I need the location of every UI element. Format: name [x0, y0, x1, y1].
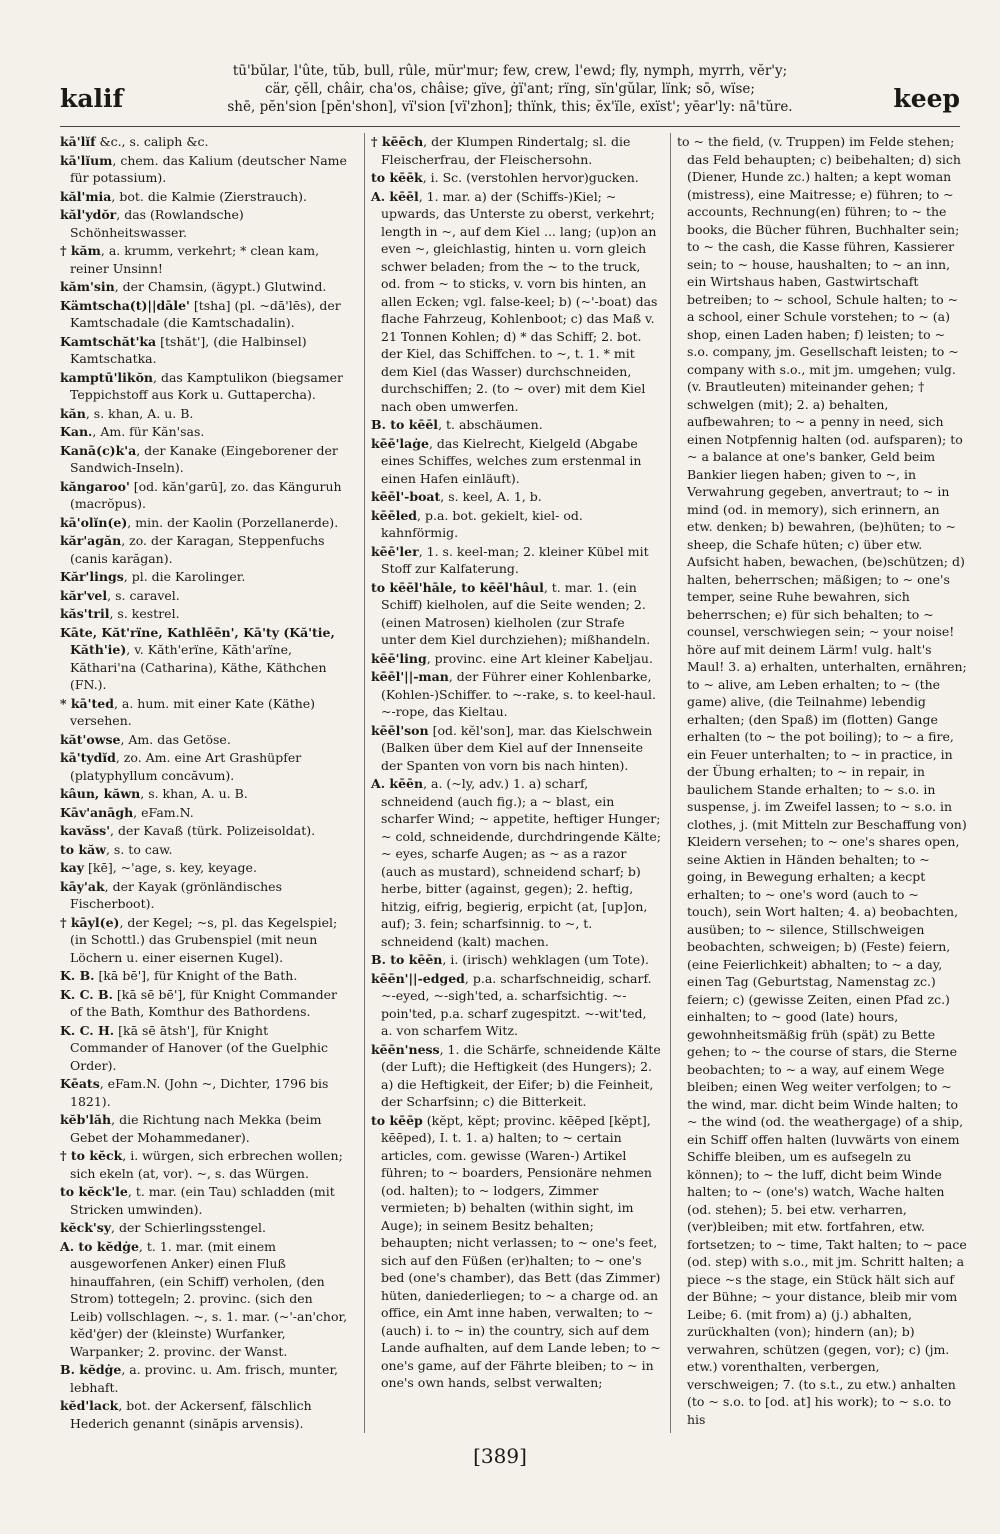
entry-definition: &c., s. caliph &c. — [95, 134, 209, 149]
dictionary-entry — [371, 416, 661, 434]
dictionary-entry — [60, 605, 348, 623]
entry-headword: kā'olĭn(e) — [60, 514, 128, 530]
entry-headword: kăr'agăn — [60, 533, 122, 548]
entry-headword: kēēl'son — [371, 722, 429, 738]
entry-headword: kăl'ydŏr — [60, 207, 117, 222]
entry-definition: , Am. für Kăn'sas. — [92, 424, 205, 439]
dictionary-entry — [60, 914, 348, 967]
entry-headword: kăngaroo' — [60, 478, 130, 494]
dictionary-entry — [60, 152, 348, 187]
dictionary-entry — [371, 188, 661, 416]
dictionary-entry — [60, 188, 348, 206]
entry-definition: , der Kayak (grönländisches Fischerboot). — [70, 878, 282, 911]
entry-definition: [kā sē bē'], für Knight Commander of the Bath, Komthur des Bathordens. — [70, 986, 337, 1019]
dictionary-entry — [60, 532, 348, 567]
dictionary-entry — [371, 169, 661, 187]
entry-definition: , s. keel, A. 1, b. — [440, 489, 542, 504]
entry-headword: kēēl'||-man — [371, 669, 449, 684]
entry-headword: K. C. H. — [60, 1022, 115, 1038]
dictionary-entry — [60, 442, 348, 477]
dictionary-entry — [60, 731, 348, 749]
entry-definition: , t. 1. mar. (mit einem ausgeworfenen Anker) einen Fluß hinauffahren, (ein Schiff) verholen, (den Strom) tottegeln; 2. provinc. (sich den Leib) vollschlagen. ~, s. 1. mar. (~'-an'chor, kĕd'ġer) der (kleinste) Wurfanker, Warpanker; 2. provinc. der Wanst. — [70, 1238, 348, 1359]
entry-definition: [tsha] (pl. ~dā'lēs), der Kamtschadale (die Kamtschadalin). — [70, 297, 341, 330]
entry-definition: [kā sē ātsh'], für Knight Commander of Hanover (of the Guelphic Order). — [70, 1022, 329, 1073]
entry-definition: , der Chamsin, (ägypt.) Glutwind. — [114, 279, 327, 294]
entry-headword: Kāv'anāgh — [60, 804, 134, 820]
entry-headword: * kā'ted — [60, 695, 114, 711]
entry-definition: , der Kavaß (türk. Polizeisoldat). — [110, 823, 316, 838]
entry-definition: , pl. die Karolinger. — [123, 569, 246, 584]
entry-headword: kēēn'||-edged — [371, 970, 465, 986]
entry-headword: kăt'owse — [60, 731, 121, 747]
entry-headword: to kēēp — [371, 1112, 423, 1128]
dictionary-entry — [60, 785, 348, 803]
entry-headword: kēē'ler — [371, 543, 419, 559]
entry-definition: , s. khan, A. u. B. — [140, 786, 248, 801]
entry-definition: , a. hum. mit einer Kate (Käthe) versehen. — [70, 695, 316, 728]
entry-headword: Kanā(c)k'a — [60, 442, 137, 458]
entry-definition: [od. kăn'garū], zo. das Känguruh (macrŏpus). — [70, 478, 342, 511]
entry-headword: K. B. — [60, 968, 95, 983]
entry-definition: , der Kanake (Eingeborener der Sandwich-Inseln). — [70, 442, 338, 475]
entry-definition: , t. abschäumen. — [438, 417, 543, 432]
dictionary-entry — [60, 695, 348, 730]
entry-definition: , 1. die Schärfe, schneidende Kälte (der Luft); die Heftigkeit (des Hungers); 2. a) die Heftigkeit, der Eifer; b) die Feinheit, der Scharfsinn; c) die Bitterkeit. — [381, 1041, 661, 1109]
dictionary-entry — [371, 579, 661, 649]
dictionary-entry — [60, 749, 348, 784]
entry-headword: Kāte, Kăt'rïne, Kathlēēn', Kā'ty (Kă'tie, Kăth'ie) — [60, 624, 335, 657]
dictionary-entry — [60, 587, 348, 605]
entry-headword: B. kĕdġe — [60, 1362, 122, 1377]
dictionary-entry — [60, 1238, 348, 1361]
dictionary-entry — [60, 514, 348, 532]
column-right — [670, 133, 967, 1433]
column-middle — [364, 133, 661, 1433]
entry-definition: , s. caravel. — [107, 587, 180, 603]
entry-definition: , a. (~ly, adv.) 1. a) scharf, schneidend (auch fig.); a ~ blast, ein scharfer Wind; ~ appetite, heftiger Hunger; ~ cold, schneidende, durchdringende Kälte; ~ eyes, scharfe Augen; as ~ as a razor (auch as mustard), schneidend scharf; b) herbe, bitter (against, gegen); 2. heftig, hitzig, eifrig, begierig, erpicht (at, [up]on, auf); 3. fein; scharfsinnig. to ~, t. schneidend (kalt) machen. — [381, 776, 661, 949]
entry-headword: kēē'ling — [371, 650, 427, 666]
entry-headword: A. to kĕdġe — [60, 1238, 139, 1254]
entry-headword: kĕck'sy — [60, 1220, 112, 1235]
dictionary-entry — [60, 333, 348, 368]
dictionary-entry — [60, 423, 348, 441]
entry-definition: to ~ the field, (v. Truppen) im Felde stehen; das Feld behaupten; c) beibehalten; d) sich (Diener, Hunde zc.) halten; a kept woman (mistress), eine Maitresse; e) führen; to ~ accounts, Rechnung(en) führen; to ~ the books, die Bücher führen, Buchhalter sein; to ~ the cash, die Kasse führen, Kassierer sein; to ~ house, haushalten; to ~ an inn, ein Wirtshaus haben, Gastwirtschaft betreiben; to ~ school, Schule halten; to ~ a school, einer Schule vorstehen; to ~ (a) shop, einen Laden haben; f) leisten; to ~ s.o. company, jm. Gesellschaft leisten; to ~ company with s.o., mit jm. umgehen; vulg. (v. Brautleuten) miteinander gehen; † schwelgen (mit); 2. a) behalten, aufbewahren; to ~ a penny in need, sich einen Notpfennig halten (od. aufsparen); to ~ a balance at one's banker, Geld beim Bankier liegen haben; given to ~, in Verwahrung gegeben, anvertraut; to ~ in mind (od. in memory), sich erinnern, an etw. denken; b) bewahren, (be)hüten; to ~ sheep, die Schafe hüten; c) über etw. Aufsicht haben, bewachen, (be)schützen; d) halten, beherrschen; mäßigen; to ~ one's temper, seine Ruhe bewahren, sich beherrschen; e) für sich behalten; to ~ counsel, verschwiegen sein; ~ your noise! höre auf mit deinem Lärm! vulg. halt's Maul! 3. a) erhalten, unterhalten, ernähren; to ~ alive, am Leben erhalten; to ~ (the game) alive, (die Teilnahme) lebendig erhalten; (den Spaß) im (flotten) Gange erhalten (to ~ the pot boiling); to ~ a fire, ein Feuer unterhalten; to ~ in practice, in der Übung erhalten; to ~ in repair, in baulichem Stande erhalten; to ~ s.o. in suspense, j. im Zweifel lassen; to ~ s.o. in clothes, j. (mit Mitteln zur Beschaffung von) Kleidern versehen; to ~ one's shares open, seine Aktien in Händen behalten; to ~ going, in Bewegung erhalten; a kecpt erhalten; to ~ one's word (auch to ~ touch), sein Wort halten; 4. a) beobachten, ausüben; to ~ silence, Stillschweigen beobachten, schweigen; b) (Feste) feiern, (eine Feierlichkeit) abhalten; to ~ a day, einen Tag (Geburtstag, Namenstag zc.) feiern; c) (gewisse Zeiten, einen Pfad zc.) einhalten; to ~ good (late) hours, gewohnheitsmäßig früh (spät) zu Bette gehen; to ~ the course of stars, die Sterne beobachten; to ~ a way, auf einem Wege bleiben; einen Weg weiter verfolgen; to ~ the wind, mar. dicht beim Winde halten; to ~ the wind (od. the weathergage) of a ship, ein Schiff offen halten (luvwärts von einem Schiffe bleiben, um es aufsegeln zu können); to ~ the luff, dicht beim Winde halten; to ~ (one's) watch, Wache halten (od. stehen); 5. bei etw. verharren, (ver)bleiben; mit etw. fortfahren, etw. fortsetzen; to ~ time, Takt halten; to ~ pace (od. step) with s.o., mit jm. Schritt halten; a piece ~s the stage, ein Stück hält sich auf der Bühne; ~ your distance, bleib mir vom Leibe; 6. (mit from) a) (j.) abhalten, zurückhalten (von); hindern (an); b) verwahren, schützen (gegen, vor); c) (jm. etw.) vorenthalten, verbergen, verschweigen; 7. (to s.t., zu etw.) anhalten (to ~ s.o. to [od. at] his work); to ~ s.o. to his — [677, 134, 967, 1427]
dictionary-entry — [60, 1397, 348, 1432]
entry-headword: kā'tydĭd — [60, 750, 116, 765]
entry-headword: Kēats — [60, 1076, 100, 1091]
entry-definition: , eFam.N. — [133, 804, 194, 820]
page-header — [60, 62, 960, 126]
entry-definition: , i. Sc. (verstohlen hervor)gucken. — [422, 170, 639, 185]
dictionary-entry — [60, 405, 348, 423]
page-number: [389] — [473, 1444, 527, 1468]
dictionary-entry — [371, 435, 661, 488]
entry-headword: † kāyl(e) — [60, 914, 120, 930]
dictionary-entry — [60, 1219, 348, 1237]
entry-definition: (kĕpt, kĕpt; provinc. kēēped [kĕpt], kēēped), I. t. 1. a) halten; to ~ certain articles, com. gewisse (Waren-) Artikel führen; to ~ boarders, Pensionäre nehmen (od. halten); to ~ lodgers, Zimmer vermieten; b) behalten (within sight, im Auge); in seinem Besitz behalten; behaupten; nicht verlassen; to ~ one's feet, sich auf den Füßen (er)halten; to ~ one's bed (one's chamber), das Bett (das Zimmer) hüten, daniederliegen; to ~ a charge od. an office, ein Amt inne haben, verwalten; to ~ (auch) i. to ~ in) the country, sich auf dem Lande aufhalten, auf dem Lande leben; to ~ one's game, auf der Fährte bleiben; to ~ in one's own hands, selbst verwalten; — [381, 1112, 661, 1390]
entry-headword: kâun, kăwn — [60, 786, 141, 801]
pronunciation-key-line: shē, pĕn'sion [pĕn'shon], vï'sion [vï'zhon]; thïnk, this; ĕx'ïle, exïst'; yēar'ly: nā'tŭre. — [227, 99, 793, 115]
entry-definition: , p.a. scharfschneidig, scharf. ~-eyed, ~-sigh'ted, a. scharfsichtig. ~-poin'ted, p.a. scharf zugespitzt. ~-wit'ted, a. von scharfem Witz. — [381, 970, 652, 1038]
entry-definition: , die Richtung nach Mekka (beim Gebet der Mohammedaner). — [70, 1112, 322, 1145]
entry-definition: , der Schierlingsstengel. — [111, 1220, 267, 1235]
entry-definition: , i. (irisch) wehklagen (um Tote). — [442, 952, 649, 967]
entry-definition: , Am. das Getöse. — [120, 731, 231, 747]
dictionary-entry — [60, 369, 348, 404]
entry-definition: , bot. die Kalmie (Zierstrauch). — [111, 188, 307, 204]
entry-headword: kăs'tril — [60, 606, 110, 621]
entry-definition: , chem. das Kalium (deutscher Name für potassium). — [70, 152, 347, 185]
pronunciation-key-line: cär, çĕll, châir, cha'os, châise; gïve, ġï'ant; rïng, sïn'gŭlar, lïnk; sō, wïse; — [265, 81, 755, 97]
dictionary-entry — [371, 1112, 661, 1392]
dictionary-entry — [371, 650, 661, 668]
dictionary-entry — [60, 1111, 348, 1146]
dictionary-entry — [60, 1183, 348, 1218]
dictionary-entry — [60, 133, 348, 151]
dictionary-entry — [60, 1075, 348, 1110]
dictionary-entry — [60, 242, 348, 277]
entry-definition: , s. to caw. — [105, 841, 173, 857]
dictionary-entry — [371, 488, 661, 506]
entry-definition: , provinc. eine Art kleiner Kabeljau. — [426, 650, 653, 666]
dictionary-entry — [371, 543, 661, 578]
dictionary-entry — [60, 1022, 348, 1075]
entry-headword: Kamtschăt'ka — [60, 333, 157, 349]
entry-definition: , s. kestrel. — [109, 606, 180, 621]
entry-definition: , a. krumm, verkehrt; * clean kam, reiner Unsinn! — [70, 243, 320, 276]
entry-definition: , t. mar. (ein Tau) schladden (mit Stricken umwinden). — [70, 1184, 335, 1217]
entry-definition: , i. würgen, sich erbrechen wollen; sich ekeln (at, vor). ~, s. das Würgen. — [70, 1148, 343, 1181]
entry-definition: , zo. Am. eine Art Grashüpfer (platyphyllum concăvum). — [70, 750, 302, 783]
entry-headword: A. kēēn — [371, 776, 424, 791]
entry-headword: to kēēl'hāle, to kēēl'hâul — [371, 579, 544, 595]
entry-headword: kamptū'likŏn — [60, 369, 153, 385]
entry-definition: , a. provinc. u. Am. frisch, munter, lebhaft. — [70, 1362, 339, 1395]
entry-headword: kavăss' — [60, 823, 111, 838]
entry-definition: , 1. s. keel-man; 2. kleiner Kübel mit Stoff zur Kalfaterung. — [381, 543, 649, 576]
pronunciation-key — [185, 62, 835, 116]
right-running-headword: keep — [893, 84, 960, 113]
dictionary-entry — [60, 822, 348, 840]
entry-headword: kēēled — [371, 507, 418, 523]
entry-headword: to kĕck'le — [60, 1184, 128, 1199]
dictionary-entry — [60, 297, 348, 332]
entry-headword: B. to kēēl — [371, 417, 439, 432]
entry-headword: kĕd'lack — [60, 1398, 119, 1413]
entry-definition: , v. Kăth'erïne, Kăth'arïne, Kăthari'na (Catharina), Käthe, Käthchen (FN.). — [70, 642, 327, 692]
entry-definition: , der Führer einer Kohlenbarke, (Kohlen-)Schiffer. to ~-rake, s. to keel-haul. ~-rope, das Kieltau. — [381, 669, 657, 719]
dictionary-entry — [371, 668, 661, 721]
entry-definition: , min. der Kaolin (Porzellanerde). — [127, 514, 339, 530]
entry-headword: kay — [60, 860, 85, 875]
entry-headword: A. kēēl — [371, 188, 419, 204]
header-rule — [60, 126, 960, 127]
entry-definition: , s. khan, A. u. B. — [85, 405, 194, 421]
dictionary-entry — [371, 951, 661, 969]
entry-headword: kēēn'ness — [371, 1041, 440, 1057]
dictionary-entry — [371, 775, 661, 950]
entry-definition: , eFam.N. (John ~, Dichter, 1796 bis 1821). — [70, 1076, 329, 1109]
entry-headword: † kăm — [60, 243, 101, 258]
entry-headword: kĕb'lăh — [60, 1112, 112, 1127]
dictionary-entry — [60, 878, 348, 913]
entry-headword: kăm'sin — [60, 279, 115, 294]
entry-headword: B. to kēēn — [371, 952, 443, 967]
dictionary-entry — [60, 624, 348, 694]
entry-headword: † to kĕck — [60, 1148, 123, 1163]
dictionary-entry — [371, 1041, 661, 1111]
dictionary-entry — [60, 568, 348, 586]
entry-definition: [od. kĕl'son], mar. das Kielschwein (Balken über dem Kiel auf der Innenseite der Spanten von vorn bis nach hinten). — [381, 722, 653, 773]
entry-definition: [kē], ~'age, s. key, keyage. — [84, 860, 257, 875]
left-running-headword: kalif — [60, 84, 124, 113]
entry-definition: , t. mar. 1. (ein Schiff) kielholen, auf die Seite wenden; 2. (einen Matrosen) kielholen (zur Strafe unter dem Kiel durchziehen); mißhandeln. — [381, 579, 651, 647]
entry-definition: , p.a. bot. gekielt, kiel- od. kahnförmig. — [381, 507, 583, 540]
dictionary-entry — [60, 967, 348, 985]
entry-headword: Kăr'lings — [60, 569, 124, 584]
dictionary-entry — [371, 970, 661, 1040]
dictionary-entry — [60, 1147, 348, 1182]
entry-definition: , das (Rowlandsche) Schönheitswasser. — [70, 207, 244, 240]
entry-headword: kā'lĭf — [60, 134, 96, 149]
dictionary-entry — [60, 804, 348, 822]
entry-headword: to kēēk — [371, 170, 423, 185]
entry-headword: Kan. — [60, 424, 93, 439]
entry-headword: kăl'mia — [60, 188, 112, 204]
entry-definition: , zo. der Karagan, Steppenfuchs (canis karăgan). — [70, 533, 325, 566]
entry-definition: , bot. der Ackersenf, fälschlich Hederich genannt (sinăpis arvensis). — [70, 1398, 312, 1431]
entry-headword: kāy'ak — [60, 878, 105, 894]
dictionary-entry — [60, 478, 348, 513]
entry-headword: kēēl'-boat — [371, 489, 441, 504]
pronunciation-key-line: tū'bŭlar, l'ûte, tŭb, bull, rûle, mür'mur; few, crew, l'ewd; fly, nymph, myrrh, vĕr'y; — [232, 63, 788, 79]
dictionary-entry — [371, 133, 661, 168]
dictionary-entry — [60, 859, 348, 877]
dictionary-entry — [677, 133, 967, 1428]
entry-definition: , 1. mar. a) der (Schiffs-)Kiel; ~ upwards, das Unterste zu oberst, verkehrt; length in ~, auf dem Kiel ... lang; (up)on an even ~, gleichlastig, hinten u. vorn gleich schwer beladen; from the ~ to the truck, od. from ~ to sticks, v. vorn bis hinten, an allen Ecken; vgl. false-keel; b) (~'-boat) das flache Fahrzeug, Kohlenboot; c) das Maß v. 21 Tonnen Kohlen; d) * das Schiff; 2. bot. der Kiel, das Schiffchen. to ~, t. 1. * mit dem Kiel (das Wasser) durchschneiden, durchschiffen; 2. (to ~ over) mit dem Kiel nach oben umwerfen. — [381, 188, 658, 414]
dictionary-entry — [371, 507, 661, 542]
entry-definition: , das Kielrecht, Kielgeld (Abgabe eines Schiffes, welches zum erstenmal in einen Hafen einläuft). — [381, 435, 642, 486]
entry-headword: Kämtscha(t)||dāle' — [60, 297, 190, 313]
dictionary-entry — [60, 278, 348, 296]
entry-definition: [tshăt'], (die Halbinsel) Kamtschatka. — [70, 333, 307, 366]
entry-headword: † kēēch — [371, 134, 424, 149]
dictionary-entry — [60, 1361, 348, 1396]
entry-definition: , der Kegel; ~s, pl. das Kegelspiel; (in Schottl.) das Grubenspiel (mit neun Löchern u. einer eisernen Kugel). — [70, 914, 338, 965]
entry-headword: K. C. B. — [60, 986, 113, 1002]
entry-headword: kā'lĭum — [60, 152, 113, 168]
entry-definition: , das Kamptulikon (biegsamer Teppichstoff aus Kork u. Guttapercha). — [70, 369, 343, 402]
entry-headword: kēē'laġe — [371, 435, 429, 451]
dictionary-entry — [60, 206, 348, 241]
column-left — [60, 133, 348, 1433]
entry-headword: to kăw — [60, 841, 106, 857]
dictionary-entry — [371, 722, 661, 775]
dictionary-entry — [60, 986, 348, 1021]
entry-headword: kăr'vel — [60, 587, 108, 603]
entry-definition: , der Klumpen Rindertalg; sl. die Fleischerfrau, der Fleischersohn. — [381, 134, 631, 167]
entry-headword: kăn — [60, 405, 86, 421]
dictionary-entry — [60, 841, 348, 859]
entry-definition: [kā bē'], für Knight of the Bath. — [94, 968, 298, 983]
